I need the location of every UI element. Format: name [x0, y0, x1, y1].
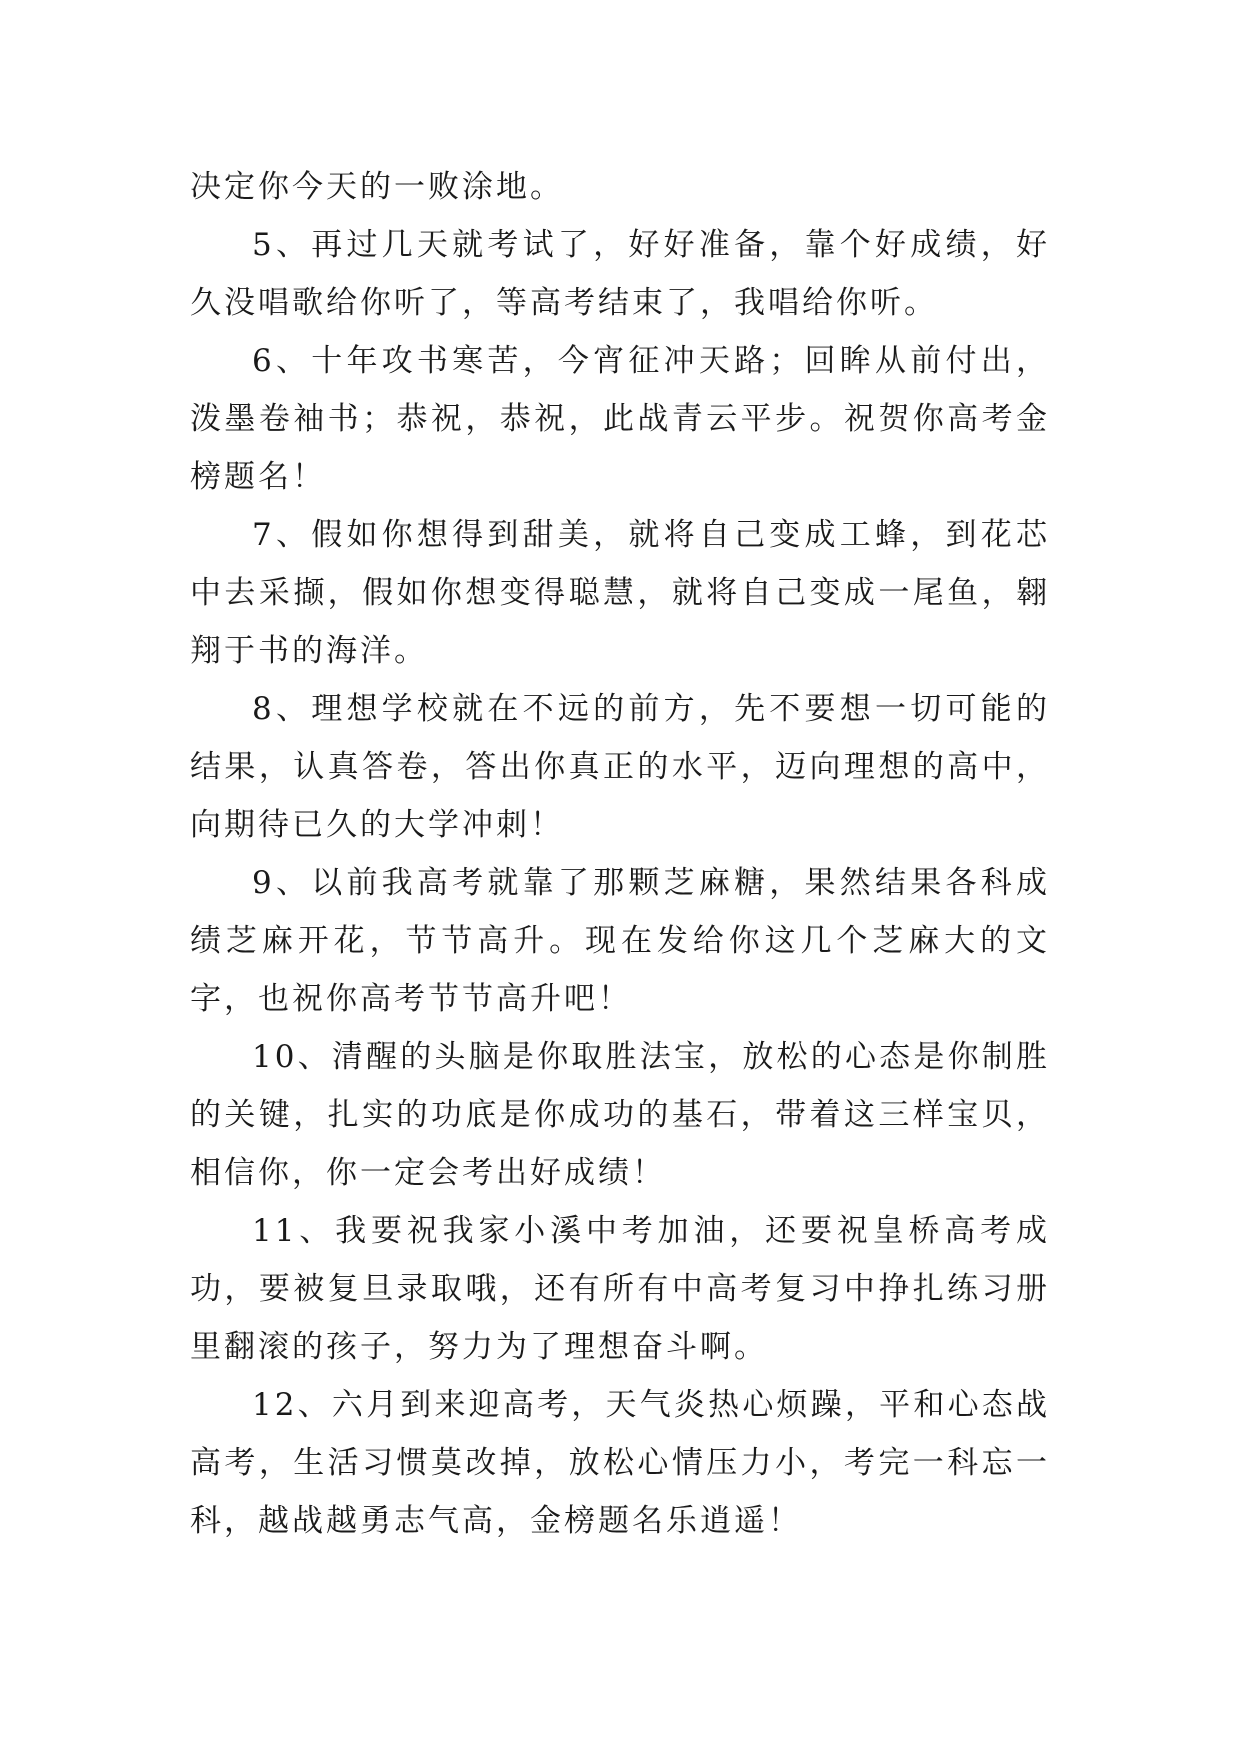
paragraph-item-10: 10、清醒的头脑是你取胜法宝，放松的心态是你制胜的关键，扎实的功底是你成功的基石，带着这三样宝贝，相信你，你一定会考出好成绩！: [190, 1039, 1050, 1191]
document-body: [190, 158, 1050, 1550]
paragraph-item-6: 6、十年攻书寒苦，今宵征冲天路；回眸从前付出，泼墨卷袖书；恭祝，恭祝，此战青云平步。祝贺你高考金榜题名！: [190, 343, 1050, 495]
paragraph-continuation: 决定你今天的一败涂地。: [190, 169, 564, 205]
paragraph-item-8: 8、理想学校就在不远的前方，先不要想一切可能的结果，认真答卷，答出你真正的水平，迈向理想的高中，向期待已久的大学冲刺！: [190, 691, 1050, 843]
paragraph-item-7: 7、假如你想得到甜美，就将自己变成工蜂，到花芯中去采撷，假如你想变得聪慧，就将自己变成一尾鱼，翱翔于书的海洋。: [190, 517, 1050, 669]
paragraph-item-9: 9、以前我高考就靠了那颗芝麻糖，果然结果各科成绩芝麻开花，节节高升。现在发给你这几个芝麻大的文字，也祝你高考节节高升吧！: [190, 865, 1050, 1017]
paragraph-item-5: 5、再过几天就考试了，好好准备，靠个好成绩，好久没唱歌给你听了，等高考结束了，我唱给你听。: [190, 227, 1050, 321]
paragraph-item-11: 11、我要祝我家小溪中考加油，还要祝皇桥高考成功，要被复旦录取哦，还有所有中高考复习中挣扎练习册里翻滚的孩子，努力为了理想奋斗啊。: [190, 1213, 1050, 1365]
paragraph-item-12: 12、六月到来迎高考，天气炎热心烦躁，平和心态战高考，生活习惯莫改掉，放松心情压力小，考完一科忘一科，越战越勇志气高，金榜题名乐逍遥！: [190, 1387, 1050, 1539]
